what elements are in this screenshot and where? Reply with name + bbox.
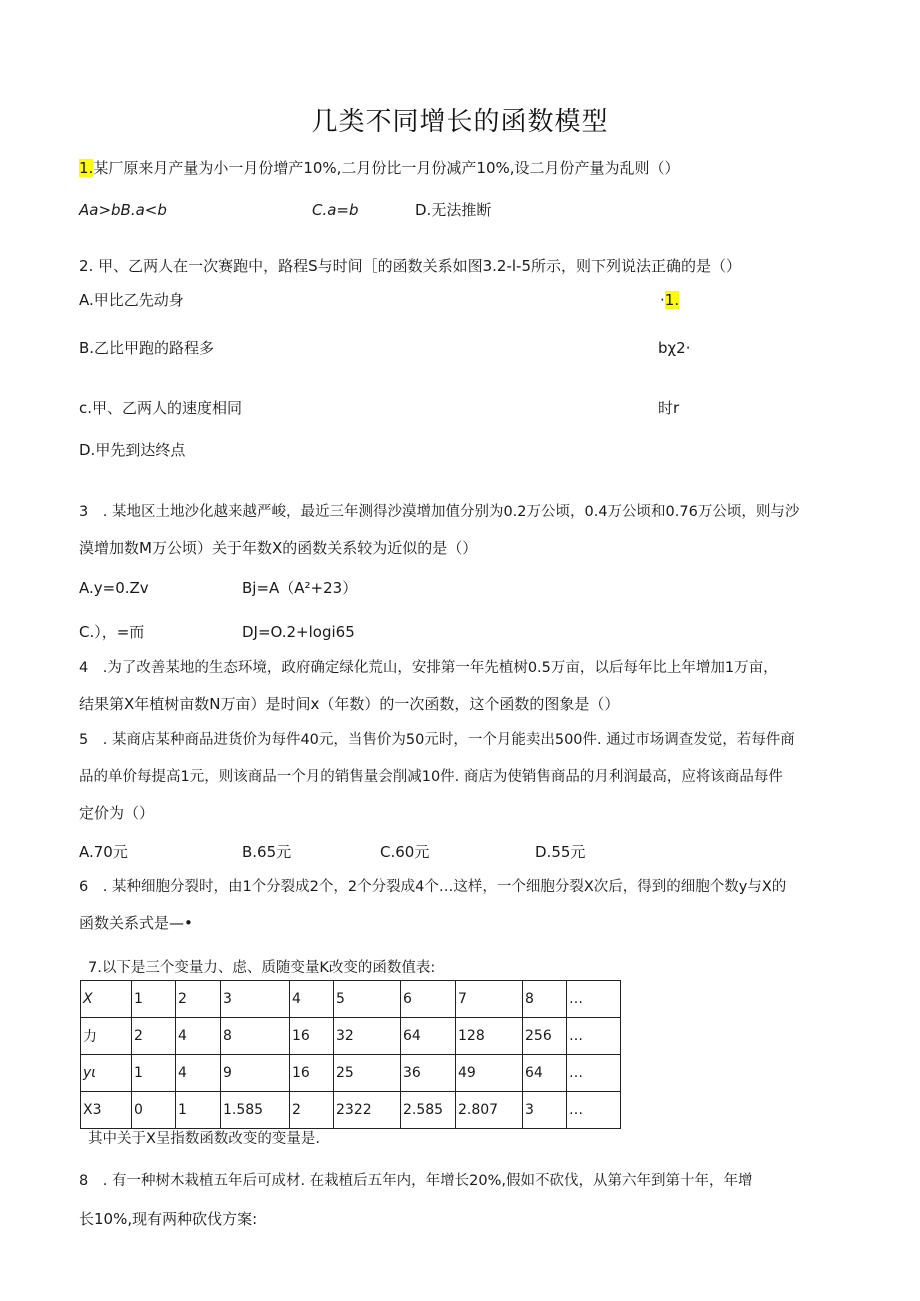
table-cell: 128: [456, 1018, 523, 1055]
table-cell: 3: [221, 981, 290, 1018]
question-2: 2. 甲、乙两人在一次赛跑中，路程S与时间［的函数关系如图3.2-l-5所示，则下列说法正确的是（）: [79, 257, 741, 275]
table-cell: 1: [132, 1055, 176, 1092]
table-cell: 4: [176, 1055, 221, 1092]
figure-label: bχ2·: [658, 339, 691, 357]
table-cell: 2: [132, 1018, 176, 1055]
question-6-line-1: 6 . 某种细胞分裂时，由1个分裂成2个，2个分裂成4个…这样，一个细胞分裂X次后，得到的细胞个数y与X的: [79, 879, 787, 895]
table-cell: 6: [401, 981, 456, 1018]
table-cell: 8: [523, 981, 567, 1018]
table-cell: 36: [401, 1055, 456, 1092]
table-cell: 3: [523, 1092, 567, 1129]
table-cell: 16: [290, 1018, 334, 1055]
table-cell: yι: [81, 1055, 132, 1092]
table-cell: …: [567, 981, 621, 1018]
question-6-line-2: 函数关系式是—•: [79, 914, 193, 932]
option-c: C.），=而: [79, 623, 145, 641]
option-b: B.65元: [242, 843, 292, 861]
option-c: C.60元: [380, 843, 430, 861]
table-cell: 64: [401, 1018, 456, 1055]
option-d: D.甲先到达终点: [79, 441, 186, 459]
table-cell: …: [567, 1092, 621, 1129]
table-cell: 7: [456, 981, 523, 1018]
question-3-line-2: 漠增加数M万公顷）关于年数X的函数关系较为近似的是（）: [79, 539, 478, 557]
table-cell: 64: [523, 1055, 567, 1092]
question-7-intro: 7.以下是三个变量力、虑、质随变量K改变的函数值表:: [88, 960, 436, 976]
option-d: D.无法推断: [415, 201, 492, 219]
option-b: B.乙比甲跑的路程多: [79, 339, 215, 357]
question-8-line-1: 8 . 有一种树木栽植五年后可成材. 在栽植后五年内，年增长20%,假如不砍伐，从第六年到第十年，年增: [79, 1173, 753, 1189]
question-3-line-1: 3 . 某地区土地沙化越来越严峻，最近三年测得沙漠增加值分别为0.2万公顷，0.4万公顷和0.76万公顷，则与沙: [79, 504, 800, 520]
option-b: Bj=A（A²+23）: [242, 579, 358, 597]
option-ab: Aa>bB.a<b: [79, 201, 167, 219]
option-a: A.70元: [79, 843, 128, 861]
question-5-line-1: 5 . 某商店某种商品进货价为每件40元，当售价为50元时，一个月能卖出500件. 通过市场调查发觉，若每件商: [79, 732, 795, 748]
table-row: [81, 981, 621, 1018]
table-cell: X3: [81, 1092, 132, 1129]
table-cell: 9: [221, 1055, 290, 1092]
option-c: C.a=b: [312, 201, 359, 219]
question-8-line-2: 长10%,现有两种砍伐方案:: [79, 1210, 258, 1228]
figure-label: ·1.: [660, 291, 680, 309]
table-cell: 256: [523, 1018, 567, 1055]
option-c: c.甲、乙两人的速度相同: [79, 399, 243, 417]
table-cell: …: [567, 1018, 621, 1055]
table-cell: 25: [334, 1055, 401, 1092]
table-cell: 8: [221, 1018, 290, 1055]
figure-label: 时r: [658, 399, 680, 417]
table-cell: 2: [176, 981, 221, 1018]
table-cell: 1: [176, 1092, 221, 1129]
table-cell: 32: [334, 1018, 401, 1055]
table-cell: …: [567, 1055, 621, 1092]
table-cell: 5: [334, 981, 401, 1018]
question-4-line-1: 4 .为了改善某地的生态环境，政府确定绿化荒山，安排第一年先植树0.5万亩，以后每年比上年增加1万亩，: [79, 660, 778, 676]
option-a: A.y=0.Zv: [79, 579, 149, 597]
question-4-line-2: 结果第X年植树亩数N万亩）是时间x（年数）的一次函数，这个函数的图象是（）: [79, 695, 620, 713]
question-text: 某厂原来月产量为小一月份增产10%,二月份比一月份减产10%,设二月份产量为乱则（）: [93, 159, 680, 177]
question-1: [79, 158, 680, 178]
question-7-footer: 其中关于X呈指数函数改变的变量是.: [88, 1131, 321, 1147]
table-cell: 1.585: [221, 1092, 290, 1129]
table-cell: 1: [132, 981, 176, 1018]
page-title: 几类不同增长的函数模型: [311, 107, 609, 137]
table-cell: 4: [290, 981, 334, 1018]
question-number: 1.: [79, 159, 94, 177]
table-cell: 2322: [334, 1092, 401, 1129]
table-cell: 力: [81, 1018, 132, 1055]
option-a: A.甲比乙先动身: [79, 291, 184, 309]
table-cell: 16: [290, 1055, 334, 1092]
table-cell: 2: [290, 1092, 334, 1129]
question-5-line-2: 品的单价每提高1元，则该商品一个月的销售量会削减10件. 商店为使销售商品的月利润最高，应将该商品每件: [79, 769, 783, 785]
table-row: [81, 1092, 621, 1129]
table-row: [81, 1018, 621, 1055]
table-cell: X: [81, 981, 132, 1018]
table-cell: 2.807: [456, 1092, 523, 1129]
option-d: D.55元: [535, 843, 586, 861]
table-cell: 49: [456, 1055, 523, 1092]
option-d: DJ=O.2+logi65: [242, 623, 355, 641]
table-cell: 2.585: [401, 1092, 456, 1129]
table-row: [81, 1055, 621, 1092]
question-5-line-3: 定价为（）: [79, 804, 155, 822]
value-table: [80, 980, 621, 1129]
table-cell: 0: [132, 1092, 176, 1129]
table-cell: 4: [176, 1018, 221, 1055]
